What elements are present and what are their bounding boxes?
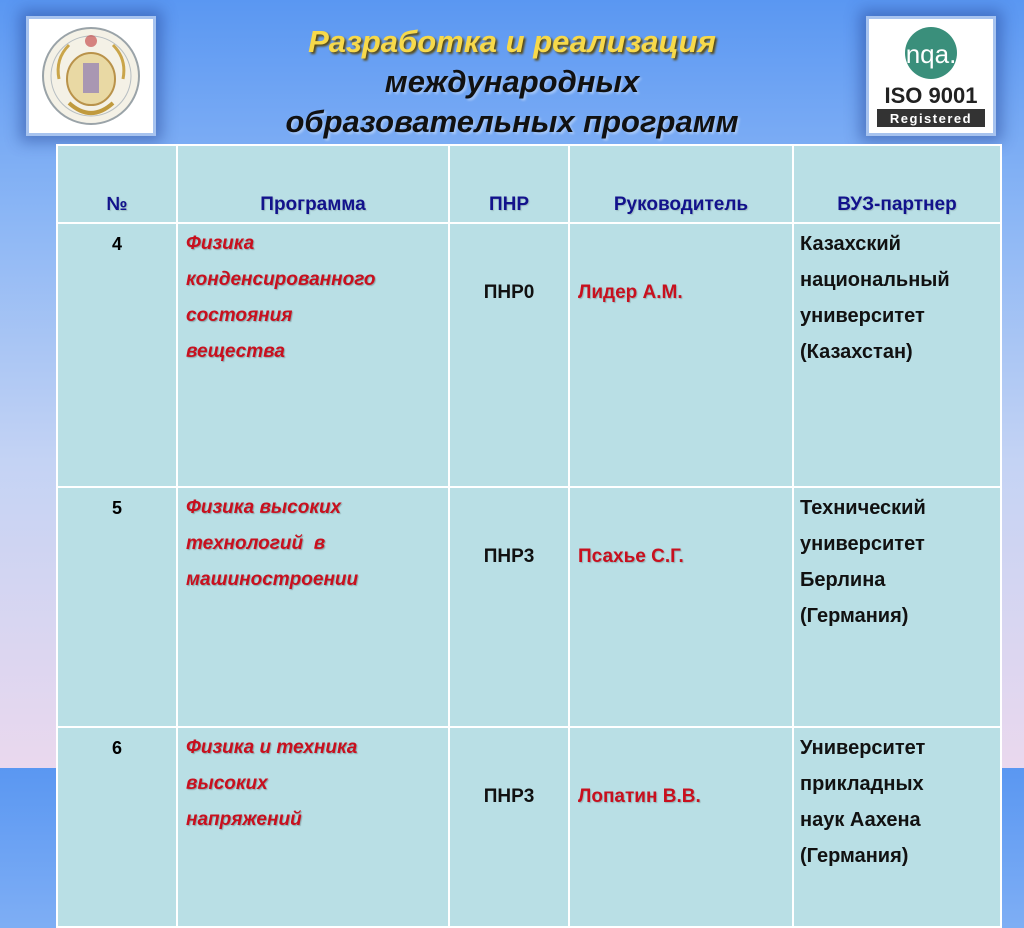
program-line: конденсированного [186, 269, 376, 290]
university-seal-icon [29, 19, 153, 133]
program-cell [177, 223, 449, 487]
program-line: состояния [186, 305, 293, 326]
partner-line: прикладных [800, 773, 924, 795]
row-number: 5 [57, 487, 177, 727]
partner-line: университет [800, 305, 925, 327]
registered-text: Registered [889, 111, 973, 126]
title-line-2: международных [384, 64, 640, 99]
iso-text: ISO 9001 [884, 83, 978, 108]
table-row [57, 487, 1001, 727]
partner-cell [793, 487, 1001, 727]
table-row [57, 727, 1001, 927]
partner-line: наук Аахена [800, 809, 921, 831]
program-cell [177, 727, 449, 927]
partner-line: Берлина [800, 569, 886, 591]
leader-cell: Псахье С.Г. [569, 487, 793, 727]
iso-logo [866, 16, 996, 136]
pnr-cell: ПНР0 [449, 223, 569, 487]
title-line-1: Разработка и реализация [308, 24, 716, 59]
program-line: напряжений [186, 809, 302, 830]
table-header-row [57, 145, 1001, 223]
partner-line: Университет [800, 737, 926, 759]
partner-line: (Германия) [800, 605, 909, 627]
header-leader: Руководитель [569, 145, 793, 223]
university-logo [26, 16, 156, 136]
partner-cell [793, 727, 1001, 927]
pnr-cell: ПНР3 [449, 487, 569, 727]
program-line: технологий в [186, 533, 326, 554]
partner-line: (Германия) [800, 845, 909, 867]
partner-line: Технический [800, 497, 926, 519]
header-number: № [57, 145, 177, 223]
leader-cell: Лидер А.М. [569, 223, 793, 487]
row-number: 4 [57, 223, 177, 487]
program-line: машиностроении [186, 569, 359, 590]
nqa-iso-logo-icon [869, 19, 993, 133]
program-line: Физика [186, 233, 255, 254]
partner-line: национальный [800, 269, 950, 291]
table-row [57, 223, 1001, 487]
page-title [200, 22, 824, 142]
program-line: вещества [186, 341, 285, 362]
leader-cell: Лопатин В.В. [569, 727, 793, 927]
partner-line: (Казахстан) [800, 341, 913, 363]
title-line-3: образовательных программ [285, 104, 739, 139]
program-cell [177, 487, 449, 727]
pnr-cell: ПНР3 [449, 727, 569, 927]
partner-line: Казахский [800, 233, 901, 255]
program-line: высоких [186, 773, 268, 794]
row-number: 6 [57, 727, 177, 927]
header-program: Программа [177, 145, 449, 223]
partner-line: университет [800, 533, 925, 555]
nqa-text: nqa. [905, 39, 957, 69]
header-partner: ВУЗ-партнер [793, 145, 1001, 223]
partner-cell [793, 223, 1001, 487]
header-pnr: ПНР [449, 145, 569, 223]
program-line: Физика и техника [186, 737, 358, 758]
programs-table [56, 144, 1002, 928]
program-line: Физика высоких [186, 497, 342, 518]
